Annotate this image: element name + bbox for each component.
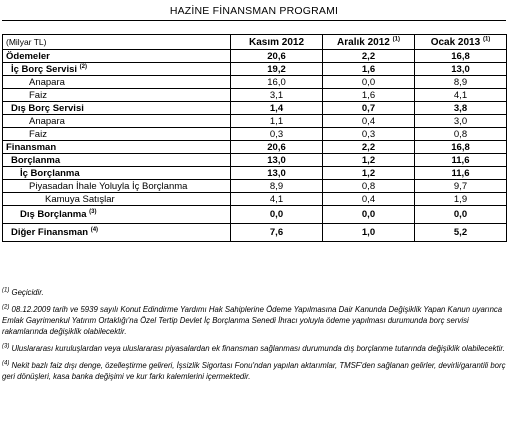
row-label: Dış Borç Servisi bbox=[3, 102, 231, 115]
table-row bbox=[3, 141, 507, 154]
value-kasim: 1,4 bbox=[231, 102, 323, 115]
value-ocak: 8,9 bbox=[415, 76, 507, 89]
value-aralik: 0,0 bbox=[323, 206, 415, 224]
value-ocak: 0,8 bbox=[415, 128, 507, 141]
column-header-kasim: Kasım 2012 bbox=[231, 35, 323, 50]
value-ocak: 16,8 bbox=[415, 141, 507, 154]
value-aralik: 1,0 bbox=[323, 224, 415, 242]
row-label: Dış Borçlanma $^{(3)}$ bbox=[3, 206, 231, 224]
value-ocak: 11,6 bbox=[415, 154, 507, 167]
table-row bbox=[3, 193, 507, 206]
table-row bbox=[3, 50, 507, 63]
value-kasim: 19,2 bbox=[231, 63, 323, 76]
row-label: Finansman bbox=[3, 141, 231, 154]
value-aralik: 2,2 bbox=[323, 141, 415, 154]
value-aralik: 0,4 bbox=[323, 193, 415, 206]
value-aralik: 1,2 bbox=[323, 167, 415, 180]
value-ocak: 5,2 bbox=[415, 224, 507, 242]
value-aralik: 0,4 bbox=[323, 115, 415, 128]
footnotes bbox=[2, 287, 506, 388]
table-row bbox=[3, 180, 507, 193]
row-label: Faiz bbox=[3, 89, 231, 102]
table-row bbox=[3, 63, 507, 76]
value-kasim: 4,1 bbox=[231, 193, 323, 206]
row-label: Piyasadan İhale Yoluyla İç Borçlanma bbox=[3, 180, 231, 193]
row-label: Diğer Finansman $^{(4)}$ bbox=[3, 224, 231, 242]
row-label: İç Borç Servisi $^{(2)}$ bbox=[3, 63, 231, 76]
value-aralik: 1,6 bbox=[323, 63, 415, 76]
row-label: Kamuya Satışlar bbox=[3, 193, 231, 206]
table-row bbox=[3, 154, 507, 167]
value-kasim: 0,0 bbox=[231, 206, 323, 224]
value-aralik: 0,3 bbox=[323, 128, 415, 141]
table-row bbox=[3, 89, 507, 102]
row-label: Borçlanma bbox=[3, 154, 231, 167]
value-aralik: 0,7 bbox=[323, 102, 415, 115]
value-kasim: 13,0 bbox=[231, 154, 323, 167]
value-kasim: 16,0 bbox=[231, 76, 323, 89]
value-ocak: 3,0 bbox=[415, 115, 507, 128]
row-label: Anapara bbox=[3, 115, 231, 128]
footnote-4: $^{(4)}$ Nekit bazlı faiz dışı denge, özelleştirme gelireri, İşsizlik Sigortası Fonu'ndan yapılan aktarımlar, TMSF'den sağlanan gelirler, devirli/garantili borç geri dönüşleri, kasa banka değişimi ve kur farkı kalemlerini içermektedir. bbox=[2, 360, 506, 381]
value-aralik: 0,0 bbox=[323, 76, 415, 89]
footnote-2: $^{(2)}$ 08.12.2009 tarih ve 5939 sayılı Konut Edindirme Yardımı Hak Sahiplerine Ödeme Yapılmasına Dair Kanunda Değişiklik Yapan Kanun uyarınca Emlak Gayrimenkul Yatırım Ortaklığı'na Özel Tertip Devlet İç Borçlanma Senedi İhracı yoluyla ödeme yapılması durumunda borç servisi rakamlarında değişiklik olabilecektir. bbox=[2, 304, 503, 336]
value-aralik: 1,2 bbox=[323, 154, 415, 167]
table-row bbox=[3, 115, 507, 128]
table-row bbox=[3, 102, 507, 115]
table-row bbox=[3, 128, 507, 141]
table-row bbox=[3, 224, 507, 242]
column-header-ocak: Ocak 2013 $^{(1)}$ bbox=[415, 35, 507, 50]
value-kasim: 3,1 bbox=[231, 89, 323, 102]
page-title: HAZİNE FİNANSMAN PROGRAMI bbox=[2, 3, 506, 21]
value-aralik: 0,8 bbox=[323, 180, 415, 193]
value-ocak: 16,8 bbox=[415, 50, 507, 63]
row-label: Faiz bbox=[3, 128, 231, 141]
value-ocak: 11,6 bbox=[415, 167, 507, 180]
value-aralik: 1,6 bbox=[323, 89, 415, 102]
footnote-3: $^{(3)}$ Uluslararası kuruluşlardan veya uluslararası piyasalardan ek finansman sağlanması durumunda dış borçlanme tutarında değişiklik olabilecektir. bbox=[2, 343, 505, 353]
value-kasim: 20,6 bbox=[231, 141, 323, 154]
value-kasim: 0,3 bbox=[231, 128, 323, 141]
value-aralik: 2,2 bbox=[323, 50, 415, 63]
value-kasim: 8,9 bbox=[231, 180, 323, 193]
unit-label: (Milyar TL) bbox=[3, 35, 231, 50]
value-ocak: 4,1 bbox=[415, 89, 507, 102]
row-label: Anapara bbox=[3, 76, 231, 89]
value-ocak: 1,9 bbox=[415, 193, 507, 206]
table-row bbox=[3, 167, 507, 180]
value-ocak: 3,8 bbox=[415, 102, 507, 115]
table-row bbox=[3, 206, 507, 224]
value-ocak: 13,0 bbox=[415, 63, 507, 76]
value-kasim: 13,0 bbox=[231, 167, 323, 180]
row-label: İç Borçlanma bbox=[3, 167, 231, 180]
footnote-1: $^{(1)}$ Geçicidir. bbox=[2, 287, 44, 297]
table-header-row bbox=[3, 35, 507, 50]
value-ocak: 9,7 bbox=[415, 180, 507, 193]
value-ocak: 0,0 bbox=[415, 206, 507, 224]
value-kasim: 1,1 bbox=[231, 115, 323, 128]
table-row bbox=[3, 76, 507, 89]
value-kasim: 20,6 bbox=[231, 50, 323, 63]
financing-table bbox=[2, 34, 507, 242]
value-kasim: 7,6 bbox=[231, 224, 323, 242]
row-label: Ödemeler bbox=[3, 50, 231, 63]
column-header-aralik: Aralık 2012 $^{(1)}$ bbox=[323, 35, 415, 50]
